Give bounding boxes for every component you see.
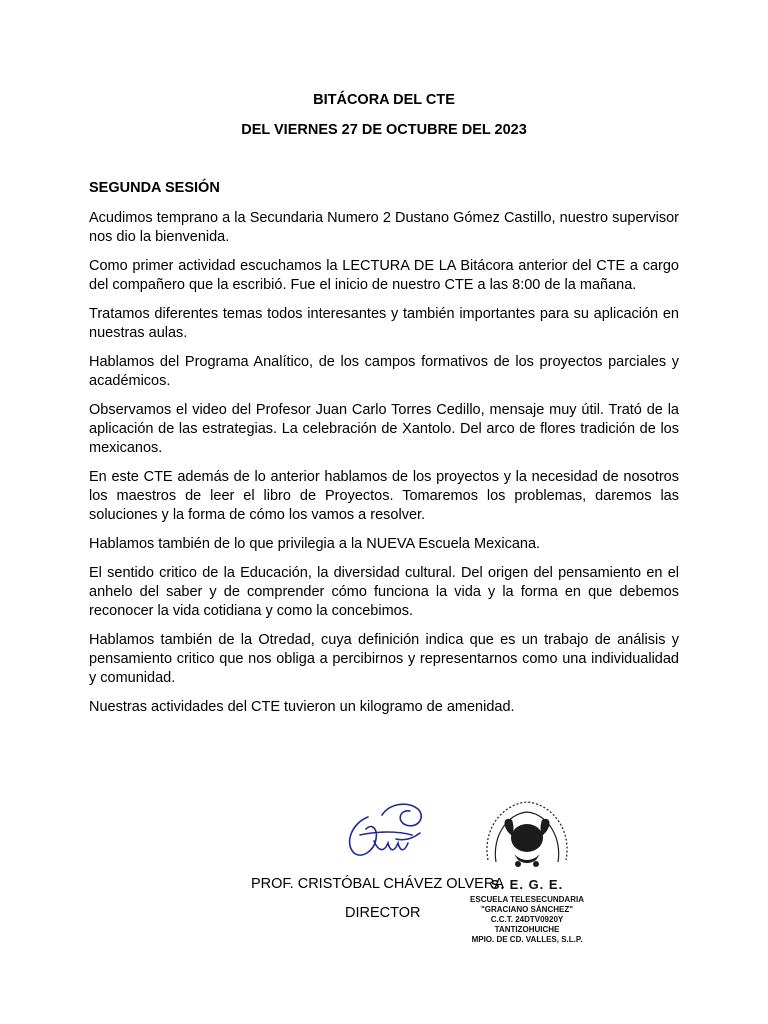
document-date: DEL VIERNES 27 DE OCTUBRE DEL 2023 <box>241 122 527 138</box>
seal-line: MPIO. DE CD. VALLES, S.L.P. <box>471 935 583 944</box>
paragraph: Como primer actividad escuchamos la LECTURA DE LA Bitácora anterior del CTE a cargo del compañero que la escribió. Fue el inicio de nuestro CTE a las 8:00 de la mañana. <box>89 258 679 293</box>
paragraph: Hablamos también de lo que privilegia a la NUEVA Escuela Mexicana. <box>89 536 541 552</box>
seal-line: C.C.T. 24DTV0920Y <box>490 915 564 924</box>
paragraph: Observamos el video del Profesor Juan Carlo Torres Cedillo, mensaje muy útil. Trató de la aplicación de las estrategias. La celebración de Xantolo. Del arco de flores tradición de los mexicanos. <box>89 402 679 456</box>
paragraph: Tratamos diferentes temas todos interesantes y también importantes para su aplicación en nuestras aulas. <box>89 306 679 341</box>
seal-line: TANTIZOHUICHE <box>494 925 560 934</box>
section-heading: SEGUNDA SESIÓN <box>89 180 220 196</box>
signatory-name: PROF. CRISTÓBAL CHÁVEZ OLVERA <box>251 876 504 892</box>
signatory-role: DIRECTOR <box>345 905 421 921</box>
document-body <box>89 209 679 727</box>
paragraph: El sentido critico de la Educación, la diversidad cultural. Del origen del pensamiento en el anhelo del saber y de comprender cómo funciona la vida y la forma en que debemos reconocer la vida cotidiana y como la concebimos. <box>89 565 679 619</box>
paragraph: Nuestras actividades del CTE tuvieron un kilogramo de amenidad. <box>89 699 515 715</box>
paragraph: En este CTE además de lo anterior hablamos de los proyectos y la necesidad de nosotros los maestros de leer el libro de Proyectos. Tomaremos los problemas, daremos las soluciones y la forma de cómo los vamos a resolver. <box>89 469 679 523</box>
paragraph: Acudimos temprano a la Secundaria Numero 2 Dustano Gómez Castillo, nuestro supervisor nos dio la bienvenida. <box>89 210 679 245</box>
seal-line: ESCUELA TELESECUNDARIA <box>470 895 584 904</box>
document-title: BITÁCORA DEL CTE <box>313 92 455 108</box>
paragraph: Hablamos también de la Otredad, cuya definición indica que es un trabajo de análisis y pensamiento critico que nos obliga a percibirnos y representarnos como una individualidad y comunidad. <box>89 632 679 686</box>
paragraph: Hablamos del Programa Analítico, de los campos formativos de los proyectos parciales y académicos. <box>89 354 679 389</box>
seal-heading: S. E. G. E. <box>490 877 564 892</box>
seal-line: "GRACIANO SÁNCHEZ" <box>480 905 574 914</box>
handwritten-signature <box>338 795 433 865</box>
